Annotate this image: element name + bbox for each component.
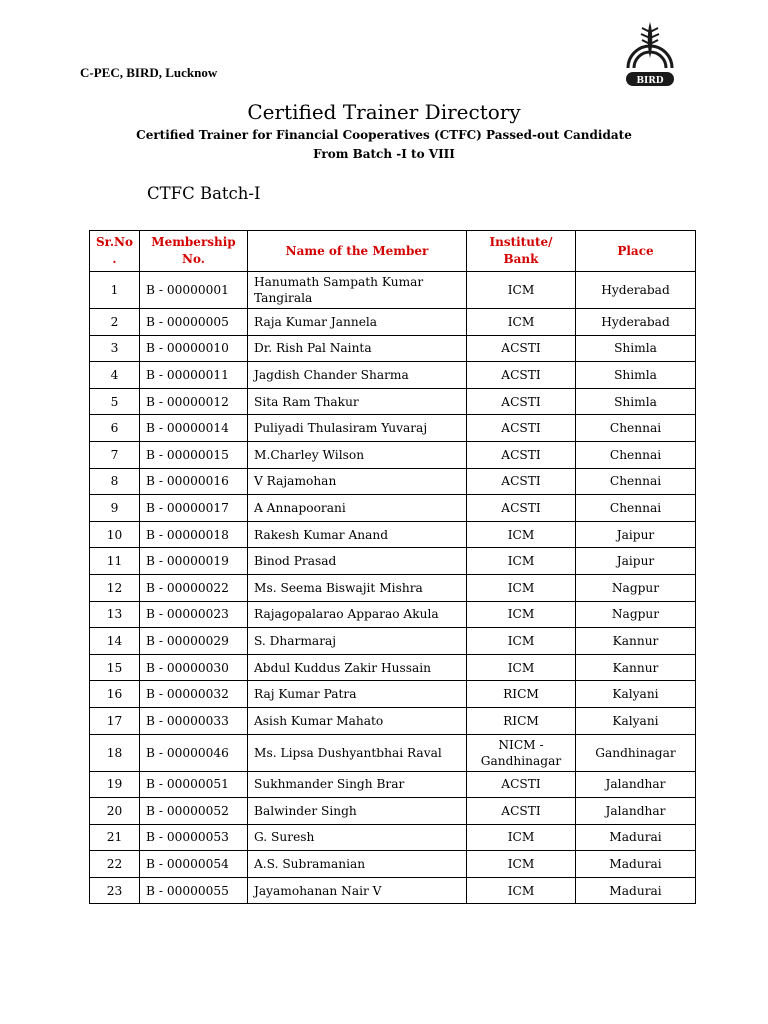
col-header-name: Name of the Member	[248, 231, 467, 272]
cell-membership: B - 00000001	[140, 272, 248, 309]
cell-place: Kannur	[576, 628, 696, 655]
cell-membership: B - 00000016	[140, 468, 248, 495]
cell-institute: ACSTI	[467, 362, 576, 389]
cell-place: Jalandhar	[576, 798, 696, 825]
cell-srno: 17	[90, 707, 140, 734]
cell-place: Kalyani	[576, 681, 696, 708]
cell-srno: 14	[90, 628, 140, 655]
cell-membership: B - 00000054	[140, 851, 248, 878]
page-title: Certified Trainer Directory	[247, 100, 521, 124]
cell-name: G. Suresh	[248, 824, 467, 851]
cell-institute: ICM	[467, 601, 576, 628]
cell-srno: 19	[90, 771, 140, 798]
cell-membership: B - 00000015	[140, 441, 248, 468]
cell-srno: 2	[90, 309, 140, 336]
cell-place: Nagpur	[576, 601, 696, 628]
cell-institute: ACSTI	[467, 495, 576, 522]
cell-institute: RICM	[467, 707, 576, 734]
cell-name: S. Dharmaraj	[248, 628, 467, 655]
cell-institute: ICM	[467, 272, 576, 309]
cell-name: Ms. Lipsa Dushyantbhai Raval	[248, 734, 467, 771]
cell-institute: ACSTI	[467, 468, 576, 495]
page-subtitle-batches: From Batch -I to VIII	[313, 147, 455, 161]
cell-membership: B - 00000055	[140, 877, 248, 904]
logo-text: BIRD	[636, 76, 664, 86]
cell-name: A Annapoorani	[248, 495, 467, 522]
cell-membership: B - 00000011	[140, 362, 248, 389]
cell-membership: B - 00000046	[140, 734, 248, 771]
table-row	[90, 877, 696, 904]
cell-name: Ms. Seema Biswajit Mishra	[248, 574, 467, 601]
table-row	[90, 707, 696, 734]
cell-institute: ACSTI	[467, 771, 576, 798]
cell-name: Hanumath Sampath Kumar Tangirala	[248, 272, 467, 309]
cell-place: Madurai	[576, 824, 696, 851]
cell-srno: 23	[90, 877, 140, 904]
cell-membership: B - 00000014	[140, 415, 248, 442]
table-row	[90, 415, 696, 442]
cell-srno: 20	[90, 798, 140, 825]
cell-name: Balwinder Singh	[248, 798, 467, 825]
cell-place: Chennai	[576, 441, 696, 468]
cell-name: V Rajamohan	[248, 468, 467, 495]
col-header-membership: Membership No.	[140, 231, 248, 272]
cell-srno: 16	[90, 681, 140, 708]
cell-membership: B - 00000010	[140, 335, 248, 362]
cell-place: Chennai	[576, 415, 696, 442]
cell-name: Binod Prasad	[248, 548, 467, 575]
trainer-table	[89, 230, 696, 904]
cell-name: Sukhmander Singh Brar	[248, 771, 467, 798]
cell-institute: RICM	[467, 681, 576, 708]
cell-institute: ICM	[467, 851, 576, 878]
cell-place: Nagpur	[576, 574, 696, 601]
cell-membership: B - 00000018	[140, 521, 248, 548]
cell-membership: B - 00000022	[140, 574, 248, 601]
col-header-srno: Sr.No .	[90, 231, 140, 272]
table-row	[90, 362, 696, 389]
cell-membership: B - 00000019	[140, 548, 248, 575]
table-row	[90, 628, 696, 655]
table-row	[90, 335, 696, 362]
table-row	[90, 654, 696, 681]
table-row	[90, 521, 696, 548]
cell-srno: 6	[90, 415, 140, 442]
organization-name: C-PEC, BIRD, Lucknow	[80, 65, 218, 80]
cell-institute: ICM	[467, 654, 576, 681]
cell-srno: 18	[90, 734, 140, 771]
table-row	[90, 824, 696, 851]
cell-membership: B - 00000023	[140, 601, 248, 628]
col-header-place: Place	[576, 231, 696, 272]
table-row	[90, 309, 696, 336]
table-row	[90, 771, 696, 798]
cell-name: Jagdish Chander Sharma	[248, 362, 467, 389]
cell-srno: 21	[90, 824, 140, 851]
col-header-institute: Institute/ Bank	[467, 231, 576, 272]
cell-institute: ICM	[467, 548, 576, 575]
cell-name: A.S. Subramanian	[248, 851, 467, 878]
cell-place: Chennai	[576, 468, 696, 495]
cell-place: Hyderabad	[576, 272, 696, 309]
table-row	[90, 574, 696, 601]
cell-institute: ICM	[467, 309, 576, 336]
cell-place: Jalandhar	[576, 771, 696, 798]
cell-name: Raja Kumar Jannela	[248, 309, 467, 336]
table-row	[90, 681, 696, 708]
cell-name: Abdul Kuddus Zakir Hussain	[248, 654, 467, 681]
cell-srno: 12	[90, 574, 140, 601]
cell-membership: B - 00000012	[140, 388, 248, 415]
cell-srno: 4	[90, 362, 140, 389]
table-row	[90, 548, 696, 575]
cell-place: Gandhinagar	[576, 734, 696, 771]
cell-place: Kalyani	[576, 707, 696, 734]
table-row	[90, 601, 696, 628]
cell-srno: 22	[90, 851, 140, 878]
cell-institute: ICM	[467, 628, 576, 655]
cell-srno: 15	[90, 654, 140, 681]
cell-institute: ACSTI	[467, 335, 576, 362]
cell-membership: B - 00000051	[140, 771, 248, 798]
cell-srno: 1	[90, 272, 140, 309]
page-subtitle: Certified Trainer for Financial Cooperatives (CTFC) Passed-out Candidate	[136, 128, 632, 142]
cell-name: M.Charley Wilson	[248, 441, 467, 468]
cell-srno: 13	[90, 601, 140, 628]
table-row	[90, 468, 696, 495]
cell-name: Rakesh Kumar Anand	[248, 521, 467, 548]
table-row	[90, 851, 696, 878]
table-row	[90, 441, 696, 468]
cell-srno: 9	[90, 495, 140, 522]
cell-place: Madurai	[576, 877, 696, 904]
cell-name: Sita Ram Thakur	[248, 388, 467, 415]
cell-membership: B - 00000005	[140, 309, 248, 336]
table-row	[90, 388, 696, 415]
table-row	[90, 495, 696, 522]
cell-name: Rajagopalarao Apparao Akula	[248, 601, 467, 628]
cell-membership: B - 00000052	[140, 798, 248, 825]
cell-srno: 7	[90, 441, 140, 468]
table-row	[90, 798, 696, 825]
cell-membership: B - 00000030	[140, 654, 248, 681]
cell-institute: ICM	[467, 574, 576, 601]
cell-institute: ACSTI	[467, 798, 576, 825]
cell-institute: ACSTI	[467, 388, 576, 415]
cell-name: Asish Kumar Mahato	[248, 707, 467, 734]
cell-srno: 5	[90, 388, 140, 415]
cell-name: Dr. Rish Pal Nainta	[248, 335, 467, 362]
cell-srno: 11	[90, 548, 140, 575]
cell-place: Madurai	[576, 851, 696, 878]
cell-place: Shimla	[576, 388, 696, 415]
cell-membership: B - 00000029	[140, 628, 248, 655]
cell-place: Hyderabad	[576, 309, 696, 336]
batch-heading: CTFC Batch-I	[147, 184, 261, 203]
cell-place: Jaipur	[576, 548, 696, 575]
cell-institute: ICM	[467, 877, 576, 904]
cell-name: Puliyadi Thulasiram Yuvaraj	[248, 415, 467, 442]
cell-place: Kannur	[576, 654, 696, 681]
cell-srno: 3	[90, 335, 140, 362]
cell-membership: B - 00000053	[140, 824, 248, 851]
cell-place: Jaipur	[576, 521, 696, 548]
cell-institute: ACSTI	[467, 441, 576, 468]
cell-membership: B - 00000033	[140, 707, 248, 734]
cell-name: Jayamohanan Nair V	[248, 877, 467, 904]
bird-logo-icon	[620, 18, 680, 90]
cell-srno: 10	[90, 521, 140, 548]
cell-institute: NICM - Gandhinagar	[467, 734, 576, 771]
cell-place: Shimla	[576, 335, 696, 362]
cell-place: Shimla	[576, 362, 696, 389]
cell-institute: ICM	[467, 521, 576, 548]
cell-institute: ACSTI	[467, 415, 576, 442]
cell-membership: B - 00000032	[140, 681, 248, 708]
cell-institute: ICM	[467, 824, 576, 851]
table-row	[90, 734, 696, 771]
cell-membership: B - 00000017	[140, 495, 248, 522]
cell-srno: 8	[90, 468, 140, 495]
cell-name: Raj Kumar Patra	[248, 681, 467, 708]
cell-place: Chennai	[576, 495, 696, 522]
table-row	[90, 272, 696, 309]
table-header-row	[90, 231, 696, 272]
